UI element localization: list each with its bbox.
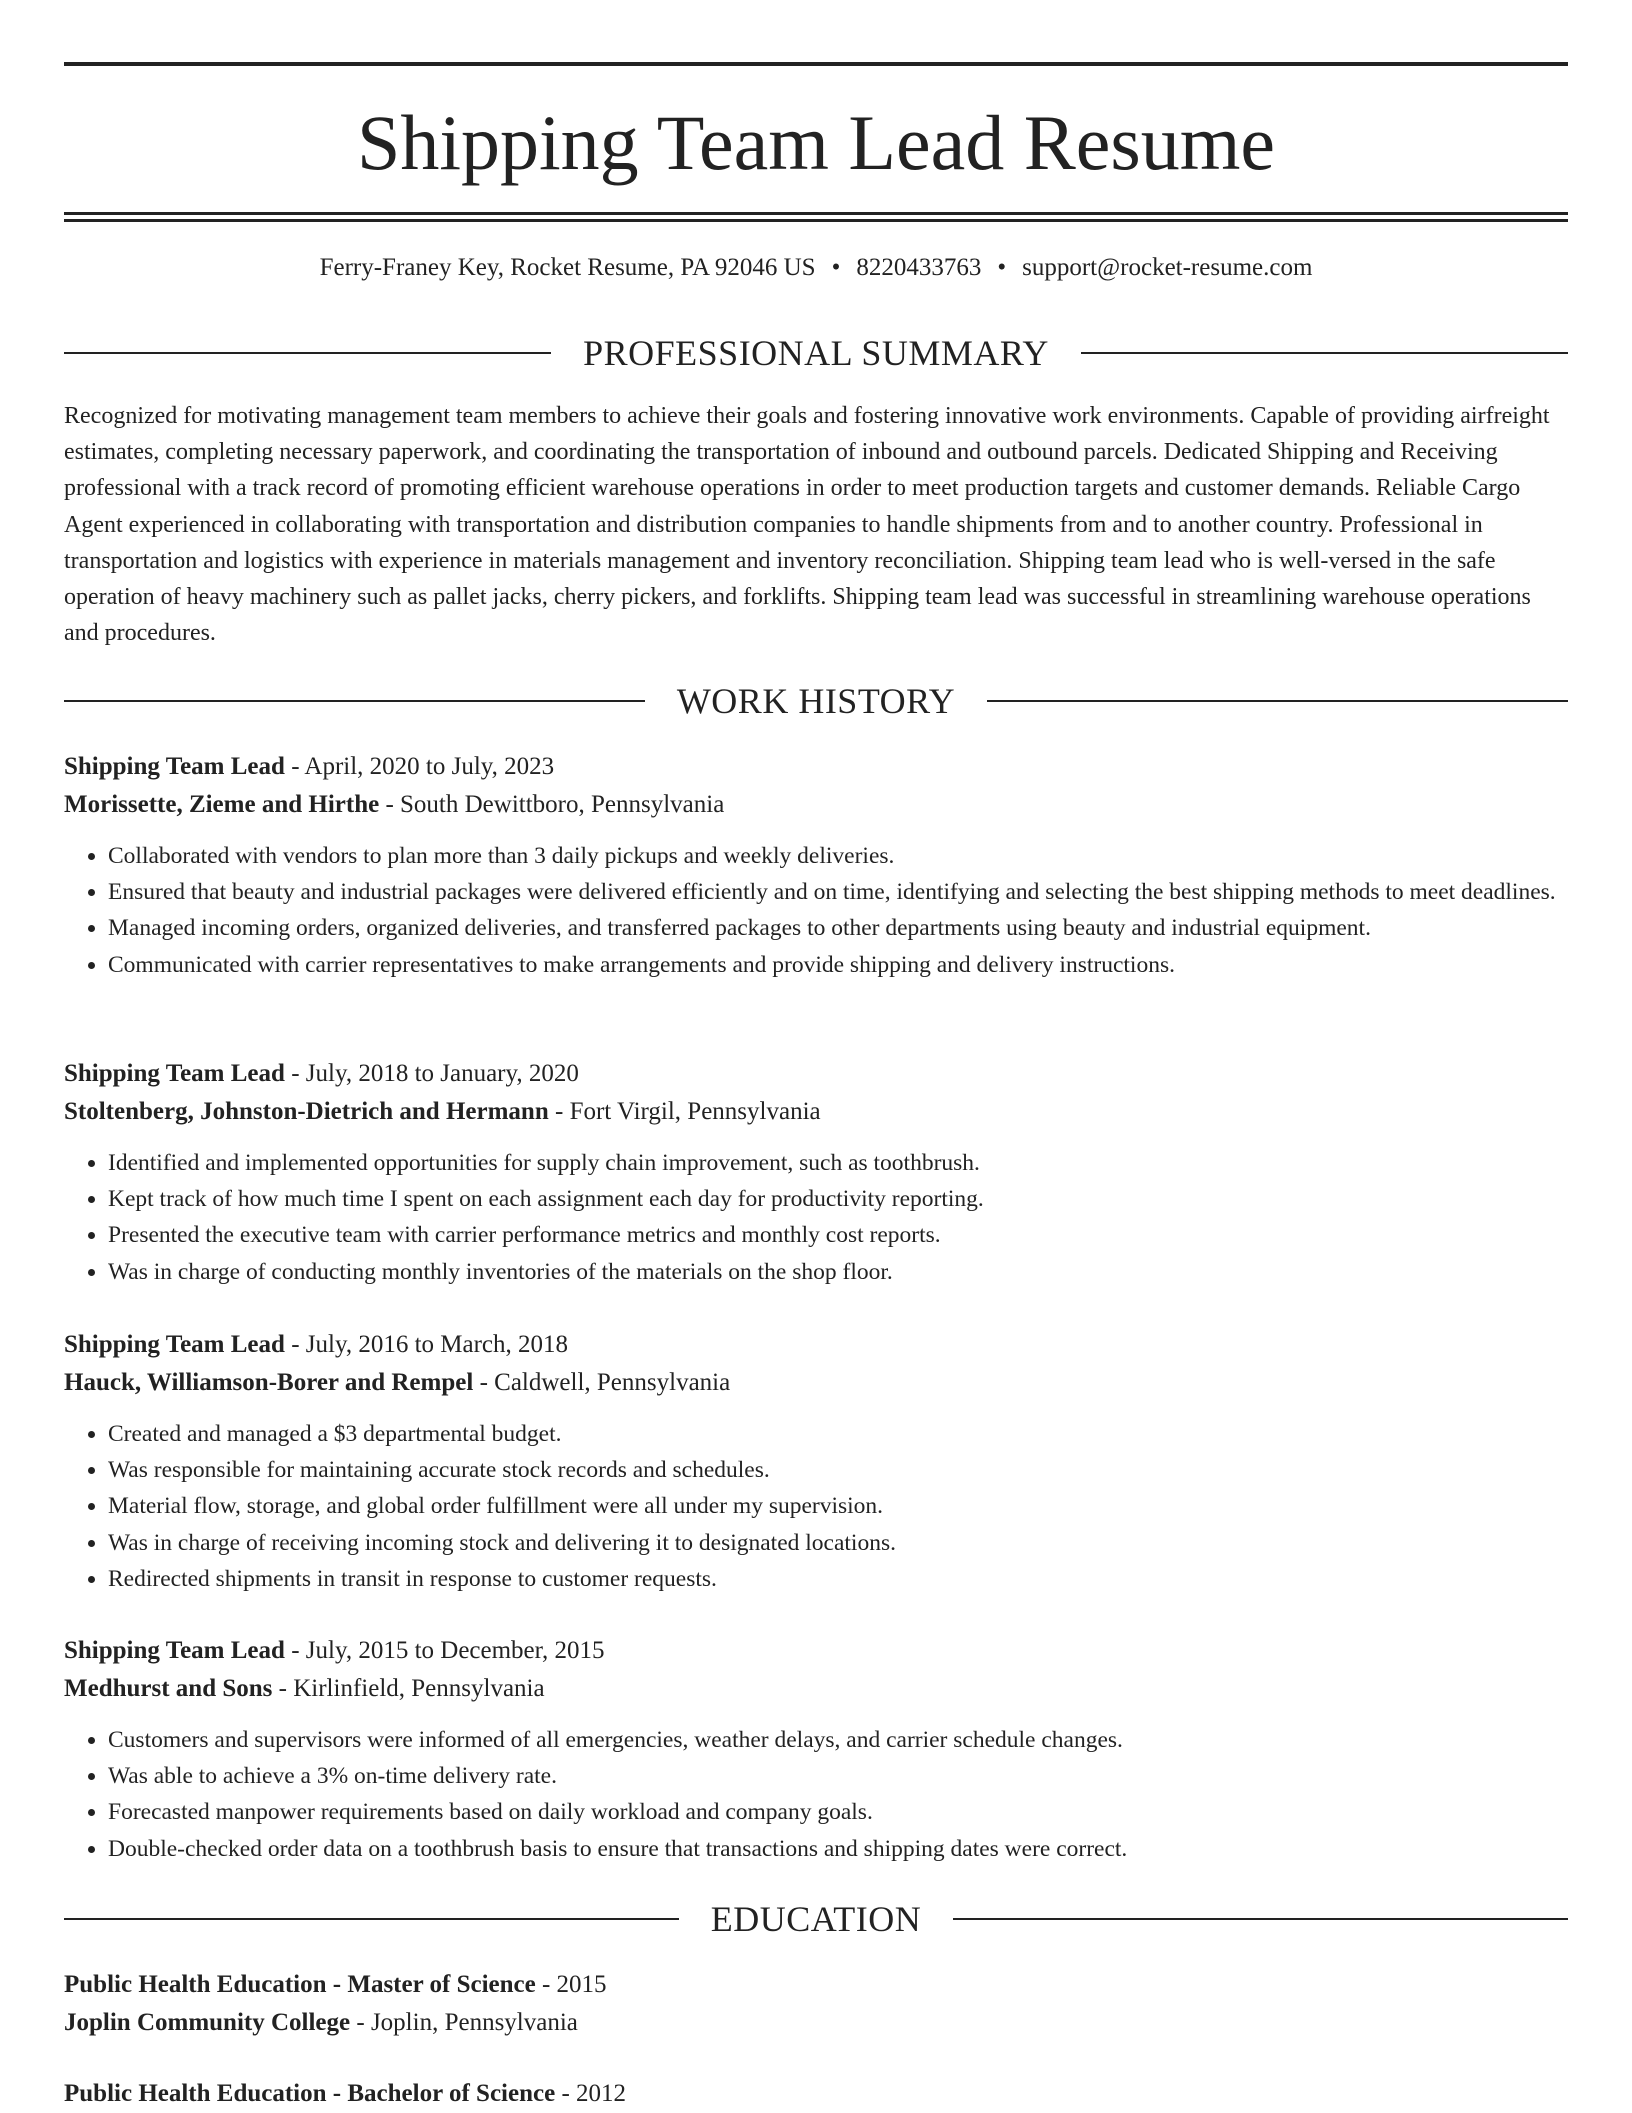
job-dates: July, 2015 to December, 2015 [305,1637,605,1664]
page-title: Shipping Team Lead Resume [356,99,1276,186]
dash: - [350,2009,371,2036]
job-company: Stoltenberg, Johnston-Dietrich and Hermann [64,1098,549,1125]
job-title: Shipping Team Lead [64,753,285,780]
job-company: Morissette, Zieme and Hirthe [64,791,380,818]
job-title: Shipping Team Lead [64,1331,285,1358]
job-title-line [64,1326,1568,1364]
dash: - [548,1098,570,1125]
job-bullet: • Identified and implemented opportunities for supply chain improvement, such as toothbrush. [108,1145,1568,1181]
job-entry [64,1632,1568,1867]
job-bullet: • Kept track of how much time I spent on each assignment each day for productivity reporting. [108,1181,1568,1217]
job-bullets [64,1416,1568,1597]
job-bullets [64,838,1568,983]
job-bullet: • Double-checked order data on a toothbrush basis to ensure that transactions and shipping dates were correct. [108,1831,1568,1867]
section-heading-work [64,680,1568,722]
section-title-education: EDUCATION [710,1899,922,1939]
job-title-line [64,1055,1568,1093]
job-bullet: • Presented the executive team with carrier performance metrics and monthly cost reports. [108,1217,1568,1253]
job-bullet: • Redirected shipments in transit in response to customer requests. [108,1561,1568,1597]
job-company-line [64,786,1568,824]
job-dates: July, 2016 to March, 2018 [305,1331,569,1358]
dash: - [284,753,305,780]
job-location: Kirlinfield, Pennsylvania [293,1675,545,1702]
edu-school-line [64,2004,1568,2042]
dash: - [555,2080,577,2107]
job-bullet: • Ensured that beauty and industrial packages were delivered efficiently and on time, identifying and selecting the best shipping methods to meet deadlines. [108,874,1568,910]
heading-rule [1081,352,1568,354]
contact-phone: 8220433763 [856,254,982,281]
dash: - [379,791,401,818]
education-entry [64,2075,1568,2113]
double-rule [64,212,1568,222]
contact-line [64,254,1568,282]
section-heading-summary [64,332,1568,374]
contact-address: Ferry-Franey Key, Rocket Resume, PA 92046 US [319,254,816,281]
job-title: Shipping Team Lead [64,1637,285,1664]
job-title-line [64,748,1568,786]
edu-degree: Public Health Education - Master of Science [64,1971,536,1998]
job-bullet: • Collaborated with vendors to plan more than 3 daily pickups and weekly deliveries. [108,838,1568,874]
edu-school: Joplin Community College [64,2009,351,2036]
job-bullet: • Was able to achieve a 3% on-time delivery rate. [108,1758,1568,1794]
job-title-line [64,1632,1568,1670]
job-entry [64,1326,1568,1597]
job-company: Hauck, Williamson-Borer and Rempel [64,1369,474,1396]
dash: - [272,1675,294,1702]
title-block [64,62,1568,222]
heading-rule [64,700,645,702]
job-bullets [64,1722,1568,1867]
job-bullet: • Created and managed a $3 departmental budget. [108,1416,1568,1452]
job-entry [64,748,1568,983]
section-title-work: WORK HISTORY [676,681,956,721]
job-bullet: • Customers and supervisors were informed of all emergencies, weather delays, and carrier schedule changes. [108,1722,1568,1758]
edu-year: 2012 [576,2080,627,2107]
contact-separator: • [997,254,1007,281]
job-bullets [64,1145,1568,1290]
dash: - [284,1331,306,1358]
dash: - [284,1060,306,1087]
job-bullet: • Communicated with carrier representatives to make arrangements and provide shipping and delivery instructions. [108,947,1568,983]
edu-location: Joplin, Pennsylvania [370,2009,578,2036]
heading-rule [987,700,1568,702]
edu-year: 2015 [556,1971,607,1998]
section-title-summary: PROFESSIONAL SUMMARY [583,333,1049,373]
dash: - [535,1971,557,1998]
job-entry [64,1055,1568,1290]
edu-degree-line [64,1966,1568,2004]
job-location: South Dewittboro, Pennsylvania [400,791,725,818]
job-bullet: • Was responsible for maintaining accurate stock records and schedules. [108,1452,1568,1488]
heading-rule [64,352,551,354]
professional-summary: Recognized for motivating management team members to achieve their goals and fostering innovative work environments. Capable of providing airfreight estimates, completing necessary paperwork, and coordinating the transportation of inbound and outbound parcels. Dedicated Shipping and Receiving professional with a track record of promoting efficient warehouse operations in order to meet production targets and customer demands. Reliable Cargo Agent experienced in collaborating with transportation and distribution companies to handle shipments from and to another country. Professional in transportation and logistics with experience in materials management and inventory reconciliation. Shipping team lead who is well-versed in the safe operation of heavy machinery such as pallet jacks, cherry pickers, and forklifts. Shipping team lead was successful in streamlining warehouse operations and procedures. [64,403,1550,647]
job-bullet: • Forecasted manpower requirements based on daily workload and company goals. [108,1794,1568,1830]
job-company-line [64,1364,1568,1402]
edu-degree: Public Health Education - Bachelor of Science [64,2080,556,2107]
job-bullet: • Was in charge of conducting monthly inventories of the materials on the shop floor. [108,1254,1568,1290]
heading-rule [953,1918,1568,1920]
job-dates: April, 2020 to July, 2023 [304,753,555,780]
job-title: Shipping Team Lead [64,1060,285,1087]
job-company-line [64,1670,1568,1708]
contact-email: support@rocket-resume.com [1022,254,1313,281]
education-entry [64,1966,1568,2042]
edu-degree-line [64,2075,1568,2113]
job-company-line [64,1093,1568,1131]
job-location: Fort Virgil, Pennsylvania [569,1098,821,1125]
job-dates: July, 2018 to January, 2020 [305,1060,579,1087]
section-heading-education [64,1898,1568,1940]
dash: - [473,1369,495,1396]
job-location: Caldwell, Pennsylvania [494,1369,731,1396]
job-bullet: • Was in charge of receiving incoming stock and delivering it to designated locations. [108,1525,1568,1561]
job-bullet: • Material flow, storage, and global order fulfillment were all under my supervision. [108,1488,1568,1524]
contact-separator: • [831,254,841,281]
heading-rule [64,1918,679,1920]
job-company: Medhurst and Sons [64,1675,273,1702]
job-bullet: • Managed incoming orders, organized deliveries, and transferred packages to other departments using beauty and industrial equipment. [108,910,1568,946]
dash: - [284,1637,306,1664]
